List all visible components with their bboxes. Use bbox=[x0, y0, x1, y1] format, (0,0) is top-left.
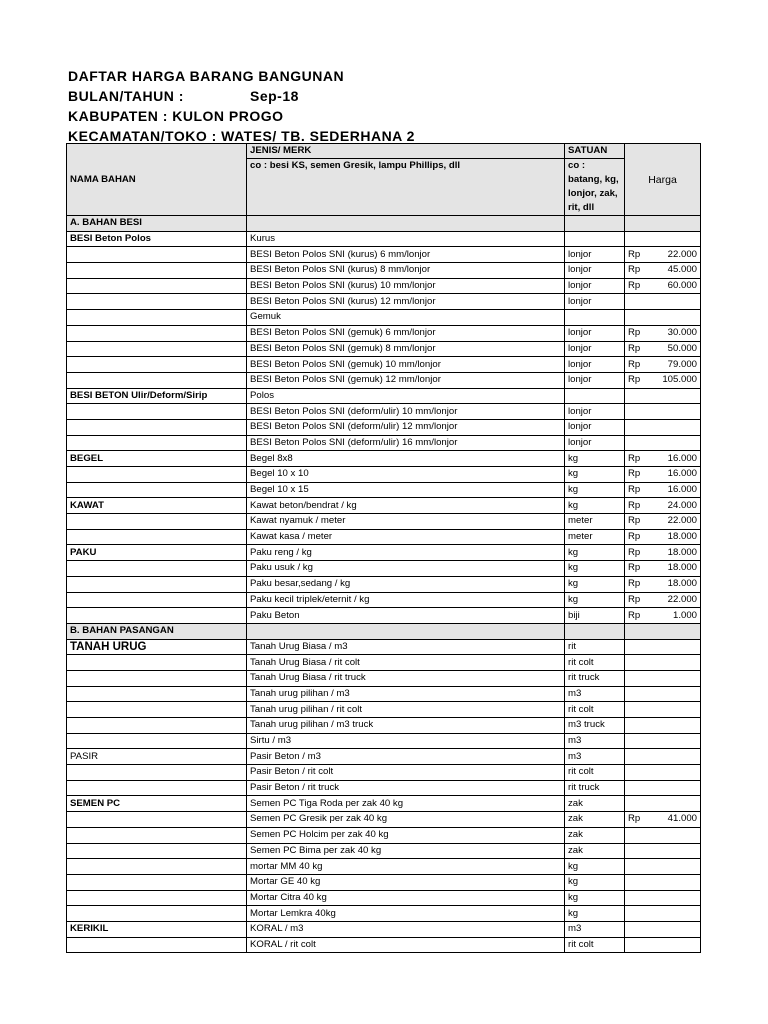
cell-satuan: kg bbox=[565, 576, 625, 592]
cell-rp bbox=[625, 765, 645, 781]
column-note-satuan: co : batang, kg, lonjor, zak, rit, dll bbox=[565, 159, 625, 216]
cell-jenis: Paku besar,sedang / kg bbox=[247, 576, 565, 592]
cell-nama: KERIKIL bbox=[67, 921, 247, 937]
cell-satuan: kg bbox=[565, 545, 625, 561]
cell-jenis: Tanah urug pilihan / rit colt bbox=[247, 702, 565, 718]
cell-rp bbox=[625, 718, 645, 734]
cell-satuan: zak bbox=[565, 843, 625, 859]
cell-nama: PAKU bbox=[67, 545, 247, 561]
cell-satuan: rit truck bbox=[565, 780, 625, 796]
cell-nama bbox=[67, 859, 247, 875]
table-row bbox=[67, 419, 701, 435]
cell-nama bbox=[67, 372, 247, 388]
cell-harga bbox=[645, 733, 701, 749]
cell-harga bbox=[645, 780, 701, 796]
cell-nama bbox=[67, 592, 247, 608]
cell-harga bbox=[645, 388, 701, 404]
cell-satuan: rit truck bbox=[565, 670, 625, 686]
cell-nama bbox=[67, 827, 247, 843]
cell-harga bbox=[645, 890, 701, 906]
cell-jenis: Pasir Beton / rit colt bbox=[247, 765, 565, 781]
table-row bbox=[67, 718, 701, 734]
cell-satuan: kg bbox=[565, 906, 625, 922]
cell-rp bbox=[625, 733, 645, 749]
cell-harga: 41.000 bbox=[645, 812, 701, 828]
table-row bbox=[67, 812, 701, 828]
cell-rp: Rp bbox=[625, 357, 645, 373]
cell-nama: TANAH URUG bbox=[67, 639, 247, 655]
cell-nama bbox=[67, 843, 247, 859]
cell-jenis: BESI Beton Polos SNI (gemuk) 8 mm/lonjor bbox=[247, 341, 565, 357]
cell-jenis: KORAL / m3 bbox=[247, 921, 565, 937]
cell-rp: Rp bbox=[625, 561, 645, 577]
document-title: DAFTAR HARGA BARANG BANGUNAN bbox=[68, 68, 345, 84]
cell-jenis: BESI Beton Polos SNI (deform/ulir) 10 mm/lonjor bbox=[247, 404, 565, 420]
table-row bbox=[67, 310, 701, 326]
cell-nama bbox=[67, 357, 247, 373]
cell-satuan: zak bbox=[565, 796, 625, 812]
cell-jenis: Begel 10 x 15 bbox=[247, 482, 565, 498]
cell-nama bbox=[67, 404, 247, 420]
cell-satuan: kg bbox=[565, 451, 625, 467]
cell-rp bbox=[625, 827, 645, 843]
cell-nama bbox=[67, 890, 247, 906]
cell-rp bbox=[625, 937, 645, 953]
period-value: Sep-18 bbox=[250, 88, 299, 104]
cell-jenis: mortar MM 40 kg bbox=[247, 859, 565, 875]
cell-nama bbox=[67, 937, 247, 953]
cell-satuan: rit colt bbox=[565, 765, 625, 781]
cell-satuan: lonjor bbox=[565, 263, 625, 279]
table-row bbox=[67, 639, 701, 655]
cell-satuan: m3 bbox=[565, 686, 625, 702]
cell-rp bbox=[625, 843, 645, 859]
cell-nama bbox=[67, 263, 247, 279]
cell-rp bbox=[625, 216, 645, 232]
cell-harga bbox=[645, 702, 701, 718]
cell-jenis: Sirtu / m3 bbox=[247, 733, 565, 749]
cell-nama bbox=[67, 670, 247, 686]
cell-jenis: Pasir Beton / m3 bbox=[247, 749, 565, 765]
cell-nama bbox=[67, 247, 247, 263]
cell-rp bbox=[625, 294, 645, 310]
cell-jenis: Tanah urug pilihan / m3 truck bbox=[247, 718, 565, 734]
cell-jenis: BESI Beton Polos SNI (deform/ulir) 16 mm/lonjor bbox=[247, 435, 565, 451]
cell-jenis: Kawat kasa / meter bbox=[247, 529, 565, 545]
table-row bbox=[67, 278, 701, 294]
cell-rp: Rp bbox=[625, 341, 645, 357]
cell-satuan: lonjor bbox=[565, 247, 625, 263]
cell-rp bbox=[625, 419, 645, 435]
cell-harga bbox=[645, 906, 701, 922]
cell-nama bbox=[67, 576, 247, 592]
cell-rp: Rp bbox=[625, 278, 645, 294]
cell-nama bbox=[67, 874, 247, 890]
cell-harga: 22.000 bbox=[645, 592, 701, 608]
cell-jenis: Paku kecil triplek/eternit / kg bbox=[247, 592, 565, 608]
cell-harga: 30.000 bbox=[645, 325, 701, 341]
table-row bbox=[67, 608, 701, 624]
cell-nama bbox=[67, 529, 247, 545]
table-row bbox=[67, 357, 701, 373]
table-row bbox=[67, 843, 701, 859]
cell-jenis: Kawat beton/bendrat / kg bbox=[247, 498, 565, 514]
cell-satuan: lonjor bbox=[565, 435, 625, 451]
table-row bbox=[67, 294, 701, 310]
cell-jenis: BESI Beton Polos SNI (gemuk) 10 mm/lonjor bbox=[247, 357, 565, 373]
cell-jenis: Paku usuk / kg bbox=[247, 561, 565, 577]
cell-rp bbox=[625, 686, 645, 702]
table-row bbox=[67, 937, 701, 953]
cell-jenis: Mortar GE 40 kg bbox=[247, 874, 565, 890]
cell-jenis: BESI Beton Polos SNI (kurus) 10 mm/lonjor bbox=[247, 278, 565, 294]
cell-harga bbox=[645, 827, 701, 843]
cell-jenis: Semen PC Tiga Roda per zak 40 kg bbox=[247, 796, 565, 812]
cell-harga: 60.000 bbox=[645, 278, 701, 294]
table-row bbox=[67, 435, 701, 451]
cell-satuan: lonjor bbox=[565, 294, 625, 310]
section-row bbox=[67, 216, 701, 232]
table-row bbox=[67, 859, 701, 875]
cell-rp: Rp bbox=[625, 467, 645, 483]
table-header bbox=[67, 144, 701, 216]
table-row bbox=[67, 702, 701, 718]
table-row bbox=[67, 451, 701, 467]
section-row bbox=[67, 623, 701, 639]
cell-harga: 22.000 bbox=[645, 514, 701, 530]
cell-satuan bbox=[565, 388, 625, 404]
cell-satuan: kg bbox=[565, 592, 625, 608]
cell-harga: 18.000 bbox=[645, 545, 701, 561]
kabupaten-line: KABUPATEN : KULON PROGO bbox=[68, 108, 284, 124]
cell-satuan: kg bbox=[565, 890, 625, 906]
cell-rp: Rp bbox=[625, 263, 645, 279]
cell-jenis: Begel 10 x 10 bbox=[247, 467, 565, 483]
cell-harga: 22.000 bbox=[645, 247, 701, 263]
cell-harga bbox=[645, 670, 701, 686]
table-row bbox=[67, 467, 701, 483]
cell-satuan: m3 bbox=[565, 749, 625, 765]
cell-nama bbox=[67, 812, 247, 828]
cell-rp bbox=[625, 310, 645, 326]
cell-harga bbox=[645, 639, 701, 655]
cell-harga bbox=[645, 718, 701, 734]
document-header bbox=[68, 66, 415, 146]
cell-harga bbox=[645, 686, 701, 702]
cell-harga bbox=[645, 435, 701, 451]
cell-satuan: meter bbox=[565, 514, 625, 530]
cell-harga bbox=[645, 216, 701, 232]
column-header-satuan: SATUAN bbox=[565, 144, 625, 159]
cell-jenis: Tanah Urug Biasa / rit colt bbox=[247, 655, 565, 671]
cell-harga bbox=[645, 843, 701, 859]
cell-rp: Rp bbox=[625, 545, 645, 561]
cell-harga: 16.000 bbox=[645, 467, 701, 483]
cell-harga bbox=[645, 859, 701, 875]
period-label: BULAN/TAHUN : bbox=[68, 88, 184, 104]
cell-jenis: KORAL / rit colt bbox=[247, 937, 565, 953]
cell-jenis: Begel 8x8 bbox=[247, 451, 565, 467]
cell-rp bbox=[625, 231, 645, 247]
column-note-jenis: co : besi KS, semen Gresik, lampu Phillips, dll bbox=[247, 159, 565, 216]
table-row bbox=[67, 498, 701, 514]
cell-rp: Rp bbox=[625, 325, 645, 341]
table-row bbox=[67, 325, 701, 341]
cell-nama: BESI BETON Ulir/Deform/Sirip bbox=[67, 388, 247, 404]
table-row bbox=[67, 655, 701, 671]
cell-rp bbox=[625, 655, 645, 671]
cell-rp bbox=[625, 749, 645, 765]
table-row bbox=[67, 482, 701, 498]
cell-rp: Rp bbox=[625, 247, 645, 263]
table-row bbox=[67, 796, 701, 812]
table-row bbox=[67, 827, 701, 843]
cell-jenis: Paku Beton bbox=[247, 608, 565, 624]
cell-nama: B. BAHAN PASANGAN bbox=[67, 623, 247, 639]
cell-harga bbox=[645, 749, 701, 765]
cell-nama bbox=[67, 294, 247, 310]
cell-nama: SEMEN PC bbox=[67, 796, 247, 812]
cell-rp: Rp bbox=[625, 451, 645, 467]
cell-satuan: zak bbox=[565, 827, 625, 843]
cell-rp: Rp bbox=[625, 812, 645, 828]
cell-nama bbox=[67, 467, 247, 483]
cell-satuan: lonjor bbox=[565, 341, 625, 357]
cell-nama: KAWAT bbox=[67, 498, 247, 514]
cell-satuan: meter bbox=[565, 529, 625, 545]
period-line bbox=[68, 86, 415, 106]
cell-jenis: Semen PC Holcim per zak 40 kg bbox=[247, 827, 565, 843]
table-row bbox=[67, 670, 701, 686]
cell-nama: BESI Beton Polos bbox=[67, 231, 247, 247]
cell-satuan: kg bbox=[565, 482, 625, 498]
cell-harga bbox=[645, 874, 701, 890]
cell-rp bbox=[625, 906, 645, 922]
table-row bbox=[67, 733, 701, 749]
cell-rp: Rp bbox=[625, 372, 645, 388]
cell-satuan: lonjor bbox=[565, 404, 625, 420]
cell-jenis: BESI Beton Polos SNI (deform/ulir) 12 mm/lonjor bbox=[247, 419, 565, 435]
table-row bbox=[67, 576, 701, 592]
cell-rp bbox=[625, 388, 645, 404]
cell-harga bbox=[645, 921, 701, 937]
cell-jenis: Kawat nyamuk / meter bbox=[247, 514, 565, 530]
cell-nama bbox=[67, 702, 247, 718]
cell-nama bbox=[67, 310, 247, 326]
cell-satuan: kg bbox=[565, 561, 625, 577]
cell-jenis: Pasir Beton / rit truck bbox=[247, 780, 565, 796]
cell-satuan: rit colt bbox=[565, 937, 625, 953]
cell-satuan: lonjor bbox=[565, 325, 625, 341]
cell-nama bbox=[67, 686, 247, 702]
cell-nama bbox=[67, 514, 247, 530]
cell-jenis: Gemuk bbox=[247, 310, 565, 326]
cell-satuan: kg bbox=[565, 498, 625, 514]
cell-harga bbox=[645, 419, 701, 435]
cell-nama bbox=[67, 325, 247, 341]
cell-nama bbox=[67, 341, 247, 357]
table-row bbox=[67, 404, 701, 420]
cell-satuan bbox=[565, 231, 625, 247]
cell-rp bbox=[625, 435, 645, 451]
table-body bbox=[67, 216, 701, 953]
cell-satuan: lonjor bbox=[565, 419, 625, 435]
column-header-harga: Harga bbox=[625, 144, 701, 216]
table-row bbox=[67, 765, 701, 781]
cell-nama: A. BAHAN BESI bbox=[67, 216, 247, 232]
cell-harga: 79.000 bbox=[645, 357, 701, 373]
cell-jenis: Tanah Urug Biasa / m3 bbox=[247, 639, 565, 655]
cell-nama bbox=[67, 906, 247, 922]
table-row bbox=[67, 388, 701, 404]
cell-harga: 45.000 bbox=[645, 263, 701, 279]
cell-satuan: rit colt bbox=[565, 702, 625, 718]
cell-satuan: lonjor bbox=[565, 278, 625, 294]
cell-satuan: kg bbox=[565, 467, 625, 483]
cell-jenis: Mortar Lemkra 40kg bbox=[247, 906, 565, 922]
cell-nama bbox=[67, 765, 247, 781]
cell-jenis bbox=[247, 623, 565, 639]
cell-satuan: kg bbox=[565, 874, 625, 890]
cell-harga bbox=[645, 765, 701, 781]
cell-jenis: BESI Beton Polos SNI (kurus) 12 mm/lonjor bbox=[247, 294, 565, 310]
cell-harga bbox=[645, 231, 701, 247]
cell-nama bbox=[67, 780, 247, 796]
cell-jenis: Semen PC Gresik per zak 40 kg bbox=[247, 812, 565, 828]
cell-satuan: m3 bbox=[565, 921, 625, 937]
cell-harga bbox=[645, 937, 701, 953]
cell-nama bbox=[67, 419, 247, 435]
table-row bbox=[67, 231, 701, 247]
cell-rp bbox=[625, 623, 645, 639]
table-row bbox=[67, 686, 701, 702]
cell-rp bbox=[625, 874, 645, 890]
cell-rp bbox=[625, 890, 645, 906]
cell-harga bbox=[645, 310, 701, 326]
table-row bbox=[67, 561, 701, 577]
table-row bbox=[67, 906, 701, 922]
table-row bbox=[67, 874, 701, 890]
table-row bbox=[67, 921, 701, 937]
table-row bbox=[67, 749, 701, 765]
cell-jenis: Kurus bbox=[247, 231, 565, 247]
cell-harga: 24.000 bbox=[645, 498, 701, 514]
cell-harga: 16.000 bbox=[645, 482, 701, 498]
cell-jenis: Tanah urug pilihan / m3 bbox=[247, 686, 565, 702]
cell-jenis: BESI Beton Polos SNI (gemuk) 12 mm/lonjor bbox=[247, 372, 565, 388]
cell-rp: Rp bbox=[625, 529, 645, 545]
column-header-nama: NAMA BAHAN bbox=[67, 144, 247, 216]
column-header-jenis: JENIS/ MERK bbox=[247, 144, 565, 159]
cell-satuan: biji bbox=[565, 608, 625, 624]
cell-satuan: m3 truck bbox=[565, 718, 625, 734]
cell-rp: Rp bbox=[625, 608, 645, 624]
cell-harga: 1.000 bbox=[645, 608, 701, 624]
cell-satuan: lonjor bbox=[565, 357, 625, 373]
table-row bbox=[67, 890, 701, 906]
table-row bbox=[67, 545, 701, 561]
cell-nama: BEGEL bbox=[67, 451, 247, 467]
cell-satuan: lonjor bbox=[565, 372, 625, 388]
table-row bbox=[67, 247, 701, 263]
cell-rp: Rp bbox=[625, 592, 645, 608]
cell-satuan: kg bbox=[565, 859, 625, 875]
cell-rp: Rp bbox=[625, 514, 645, 530]
cell-satuan: rit bbox=[565, 639, 625, 655]
cell-harga bbox=[645, 294, 701, 310]
cell-jenis: Mortar Citra 40 kg bbox=[247, 890, 565, 906]
cell-satuan bbox=[565, 216, 625, 232]
cell-nama bbox=[67, 733, 247, 749]
cell-harga: 18.000 bbox=[645, 529, 701, 545]
cell-harga: 16.000 bbox=[645, 451, 701, 467]
cell-satuan: rit colt bbox=[565, 655, 625, 671]
cell-nama bbox=[67, 608, 247, 624]
cell-nama bbox=[67, 655, 247, 671]
cell-nama: PASIR bbox=[67, 749, 247, 765]
cell-nama bbox=[67, 561, 247, 577]
cell-rp bbox=[625, 702, 645, 718]
cell-harga: 18.000 bbox=[645, 561, 701, 577]
cell-satuan bbox=[565, 310, 625, 326]
cell-rp bbox=[625, 921, 645, 937]
cell-harga: 50.000 bbox=[645, 341, 701, 357]
cell-harga bbox=[645, 623, 701, 639]
cell-jenis: BESI Beton Polos SNI (kurus) 8 mm/lonjor bbox=[247, 263, 565, 279]
cell-jenis: BESI Beton Polos SNI (kurus) 6 mm/lonjor bbox=[247, 247, 565, 263]
cell-harga: 18.000 bbox=[645, 576, 701, 592]
cell-nama bbox=[67, 718, 247, 734]
cell-rp bbox=[625, 639, 645, 655]
cell-satuan: zak bbox=[565, 812, 625, 828]
cell-rp bbox=[625, 796, 645, 812]
kecamatan-line: KECAMATAN/TOKO : WATES/ TB. SEDERHANA 2 bbox=[68, 128, 415, 144]
cell-rp bbox=[625, 859, 645, 875]
price-table bbox=[66, 143, 701, 953]
cell-harga bbox=[645, 655, 701, 671]
table-row bbox=[67, 780, 701, 796]
table-row bbox=[67, 514, 701, 530]
cell-nama bbox=[67, 435, 247, 451]
cell-jenis: Paku reng / kg bbox=[247, 545, 565, 561]
cell-nama bbox=[67, 482, 247, 498]
cell-jenis: Semen PC Bima per zak 40 kg bbox=[247, 843, 565, 859]
table-row bbox=[67, 341, 701, 357]
cell-rp bbox=[625, 670, 645, 686]
cell-jenis: Polos bbox=[247, 388, 565, 404]
table-row bbox=[67, 592, 701, 608]
table-row bbox=[67, 372, 701, 388]
cell-satuan: m3 bbox=[565, 733, 625, 749]
cell-satuan bbox=[565, 623, 625, 639]
cell-harga bbox=[645, 404, 701, 420]
cell-rp: Rp bbox=[625, 482, 645, 498]
cell-rp: Rp bbox=[625, 576, 645, 592]
cell-harga: 105.000 bbox=[645, 372, 701, 388]
cell-rp bbox=[625, 404, 645, 420]
cell-harga bbox=[645, 796, 701, 812]
cell-jenis: Tanah Urug Biasa / rit truck bbox=[247, 670, 565, 686]
table-row bbox=[67, 263, 701, 279]
cell-jenis: BESI Beton Polos SNI (gemuk) 6 mm/lonjor bbox=[247, 325, 565, 341]
cell-rp bbox=[625, 780, 645, 796]
cell-jenis bbox=[247, 216, 565, 232]
table-row bbox=[67, 529, 701, 545]
cell-rp: Rp bbox=[625, 498, 645, 514]
cell-nama bbox=[67, 278, 247, 294]
